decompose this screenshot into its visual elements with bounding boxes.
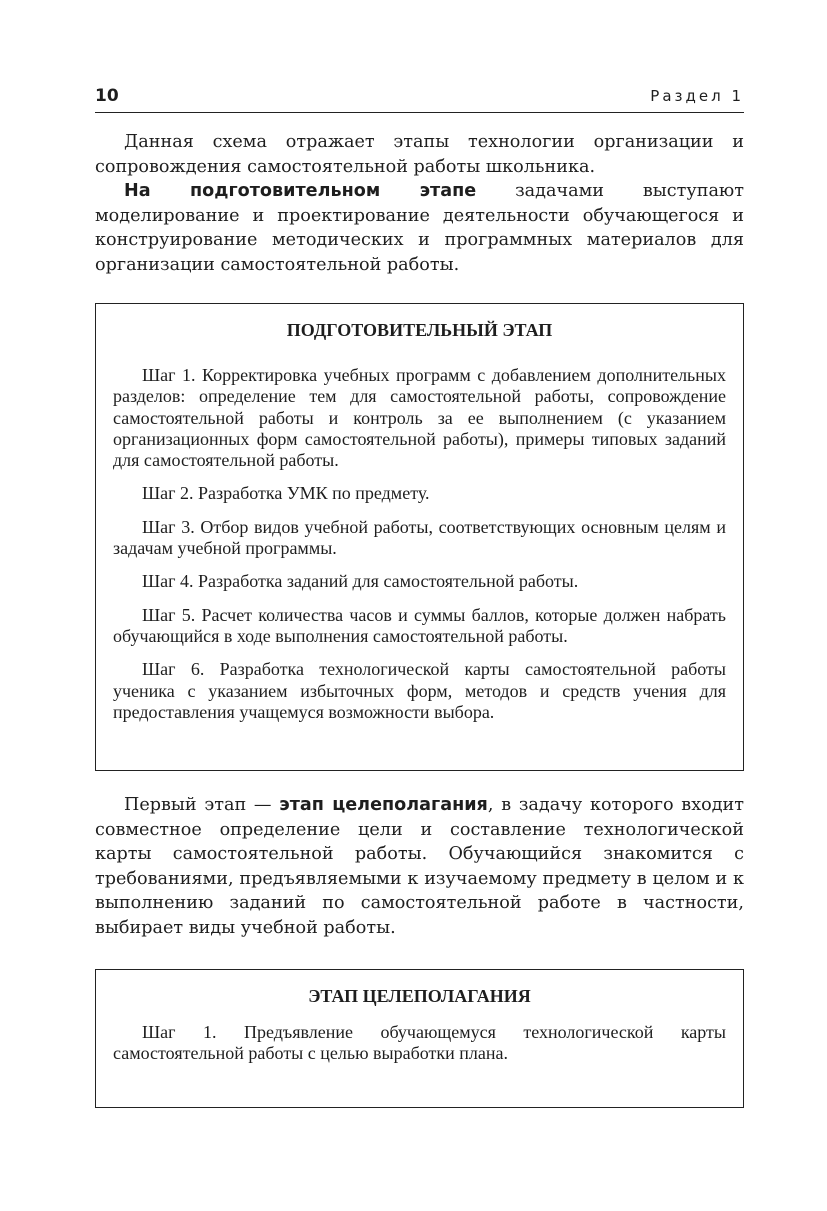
book-page [95,82,744,1108]
preparatory-step: Шаг 5. Расчет количества часов и суммы баллов, которые должен набрать обучающийся в ходе выполнения самостоятельной работы. [113,604,726,646]
preparatory-step: Шаг 3. Отбор видов учебной работы, соответствующих основным целям и задачам учебной программы. [113,516,726,559]
goal-setting-paragraph-text: , в задачу которого входит совместное определение цели и составление технологической карты самостоятельной работы. Обучающийся знакомится с требованиями, предъявляемыми к изучаемому предмету в целом и к выполнению заданий по самостоятельной работе в частности, выбирает виды учебной работы. [95,795,745,938]
preparatory-paragraph [95,179,744,277]
preparatory-step: Шаг 2. Разработка УМК по предмету. [142,483,430,504]
goal-setting-stage-box [95,969,744,1108]
goal-setting-stage-title: ЭТАП ЦЕЛЕПОЛАГАНИЯ [308,986,531,1006]
goal-setting-step: Шаг 1. Предъявление обучающемуся технологической карты самостоятельной работы с целью выработки плана. [113,1022,726,1064]
goal-setting-term: этап целеполагания [279,795,488,815]
preparatory-stage-term: На подготовительном этапе [124,181,477,201]
goal-setting-paragraph [95,793,744,940]
preparatory-stage-box [95,303,744,771]
goal-setting-paragraph-start: Первый этап — [124,795,280,815]
preparatory-step: Шаг 6. Разработка технологической карты самостоятельной работы ученика с указанием избыточных форм, методов и средств учения для предоставления учащемуся возможности выбора. [113,659,726,722]
preparatory-step: Шаг 4. Разработка заданий для самостоятельной работы. [142,571,579,592]
running-header [95,82,744,113]
preparatory-step: Шаг 1. Корректировка учебных программ с добавлением дополнительных разделов: определение тем для самостоятельной работы, сопровождение самостоятельной работы и контроль за ее выполнением (с указанием организационных форм самостоятельной работы), примеры типовых заданий для самостоятельной работы. [113,365,726,471]
preparatory-paragraph-text: задачами выступают моделирование и проектирование деятельности обучающегося и конструирование методических и программных материалов для организации самостоятельной работы. [95,181,744,275]
intro-paragraph: Данная схема отражает этапы технологии организации и сопровождения самостоятельной работы школьника. [95,132,744,177]
page-number: 10 [95,86,119,106]
preparatory-stage-title: ПОДГОТОВИТЕЛЬНЫЙ ЭТАП [286,320,553,340]
section-title: Раздел 1 [650,87,744,105]
